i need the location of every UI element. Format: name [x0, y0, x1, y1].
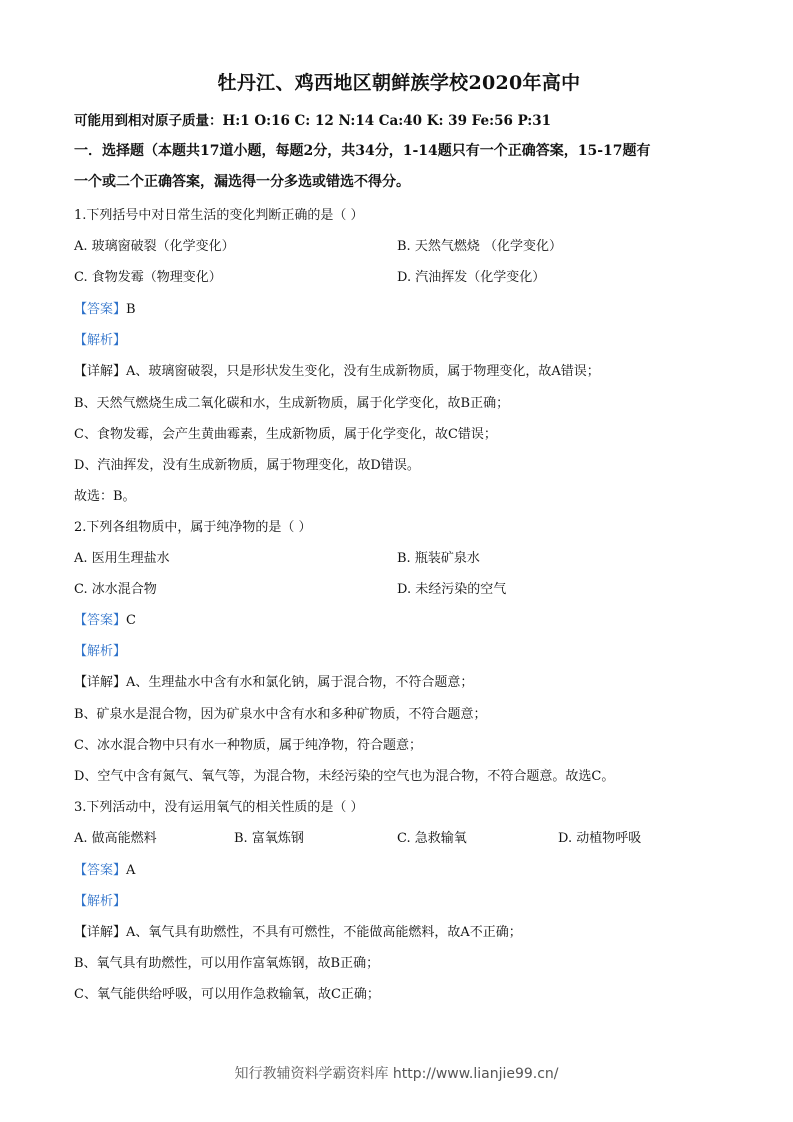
q2-detail-c: C、冰水混合物中只有水一种物质，属于纯净物，符合题意；	[74, 738, 422, 753]
q2-answer	[74, 609, 136, 628]
answer-tag: 【答案】	[74, 613, 127, 628]
section-heading-line2: 一个或二个正确答案，漏选得一分多选或错选不得分。	[74, 174, 410, 190]
answer-value: B	[126, 302, 136, 317]
answer-value: C	[126, 613, 136, 628]
q3-detail-a	[74, 921, 522, 940]
q3-analysis-tag: 【解析】	[74, 894, 127, 909]
answer-tag: 【答案】	[74, 302, 127, 317]
q1-stem: 1.下列括号中对日常生活的变化判断正确的是（ ）	[74, 208, 364, 223]
q1-option-c: C. 食物发霉（物理变化）	[74, 270, 222, 285]
section-heading-line1: 一．选择题（本题共17道小题，每题2分，共34分，1-14题只有一个正确答案，15-17题有	[74, 143, 651, 159]
detail-text: A、玻璃窗破裂，只是形状发生变化，没有生成新物质，属于物理变化，故A错误；	[126, 364, 600, 379]
q3-stem: 3.下列活动中，没有运用氧气的相关性质的是（ ）	[74, 800, 364, 815]
q1-detail-a	[74, 360, 600, 379]
q3-option-b: B. 富氧炼钢	[234, 831, 304, 846]
q1-option-b: B. 天然气燃烧 （化学变化）	[397, 239, 562, 254]
document-page	[74, 0, 724, 1122]
q1-answer	[74, 298, 136, 317]
q1-option-a: A. 玻璃窗破裂（化学变化）	[74, 239, 235, 254]
q1-conclusion: 故选：B。	[74, 489, 136, 504]
q2-detail-b: B、矿泉水是混合物，因为矿泉水中含有水和多种矿物质，不符合题意；	[74, 707, 487, 722]
q1-analysis-tag: 【解析】	[74, 333, 127, 348]
q2-stem: 2.下列各组物质中，属于纯净物的是（ ）	[74, 520, 312, 535]
q2-option-d: D. 未经污染的空气	[397, 582, 507, 597]
q1-detail-b: B、天然气燃烧生成二氧化碳和水，生成新物质，属于化学变化，故B正确；	[74, 396, 510, 411]
q2-option-c: C. 冰水混合物	[74, 582, 157, 597]
q1-detail-c: C、食物发霉，会产生黄曲霉素，生成新物质，属于化学变化，故C错误；	[74, 427, 497, 442]
q2-detail-a	[74, 671, 473, 690]
page-title: 牡丹江、鸡西地区朝鲜族学校2020年高中	[217, 72, 581, 94]
q3-answer	[74, 859, 135, 878]
detail-tag: 【详解】	[74, 925, 127, 940]
q2-option-a: A. 医用生理盐水	[74, 551, 170, 566]
detail-text: A、生理盐水中含有水和氯化钠，属于混合物，不符合题意；	[126, 675, 474, 690]
detail-text: A、氧气具有助燃性，不具有可燃性，不能做高能燃料，故A不正确；	[126, 925, 522, 940]
q3-detail-c: C、氧气能供给呼吸，可以用作急救输氧，故C正确；	[74, 987, 380, 1002]
q3-detail-b: B、氧气具有助燃性，可以用作富氧炼钢，故B正确；	[74, 956, 380, 971]
detail-tag: 【详解】	[74, 364, 127, 379]
detail-tag: 【详解】	[74, 675, 127, 690]
q3-option-c: C. 急救输氧	[397, 831, 467, 846]
q3-option-a: A. 做高能燃料	[74, 831, 157, 846]
answer-tag: 【答案】	[74, 863, 127, 878]
q1-option-d: D. 汽油挥发（化学变化）	[397, 270, 546, 285]
q3-option-d: D. 动植物呼吸	[558, 831, 642, 846]
q2-option-b: B. 瓶装矿泉水	[397, 551, 480, 566]
footer-watermark: 知行教辅资料学霸资料库 http://www.lianjie99.cn/	[234, 1066, 559, 1082]
answer-value: A	[126, 863, 136, 878]
q1-detail-d: D、汽油挥发，没有生成新物质，属于物理变化，故D错误。	[74, 458, 420, 473]
q2-analysis-tag: 【解析】	[74, 644, 127, 659]
atomic-masses: 可能用到相对原子质量：H:1 O:16 C: 12 N:14 Ca:40 K: 39 Fe:56 P:31	[74, 113, 552, 129]
q2-detail-d: D、空气中含有氮气、氧气等，为混合物，未经污染的空气也为混合物，不符合题意。故选C。	[74, 769, 615, 784]
